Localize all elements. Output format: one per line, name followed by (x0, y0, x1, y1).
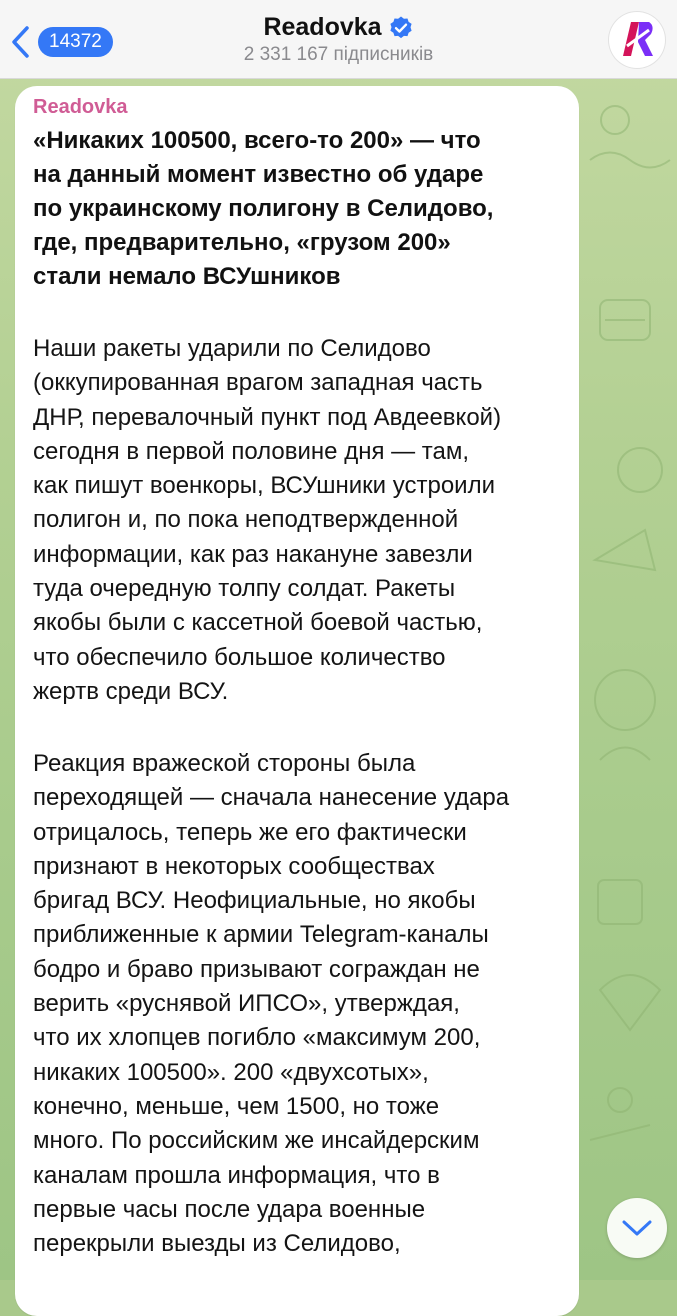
message-title: «Никаких 100500, всего-то 200» — что на данный момент известно об ударе по украинскому полигону в Селидово, где, предварительно, «грузом 200» стали немало ВСУшников (33, 127, 494, 290)
subscriber-count: 2 331 167 підписників (243, 44, 434, 65)
channel-name: Readovka (263, 13, 382, 41)
unread-count-badge: 14372 (38, 27, 113, 57)
message-bubble[interactable] (15, 86, 579, 1316)
chat-header (0, 0, 677, 79)
verified-badge-icon (388, 15, 414, 41)
chevron-down-icon (620, 1217, 654, 1239)
avatar[interactable] (609, 12, 665, 68)
message-paragraph: Наши ракеты ударили по Селидово (оккупированная врагом западная часть ДНР, перевалочный пункт под Авдеевкой) сегодня в первой половине дня — там, как пишут военкоры, ВСУшники устроили полигон и, по пока неподтвержденной информации, как раз накануне завезли туда очередную толпу солдат. Ракеты якобы были с кассетной боевой частью, что обеспечило большое количество жертв среди ВСУ. (33, 335, 502, 705)
message-sender: Readovka (33, 96, 128, 118)
channel-title-block[interactable] (0, 13, 677, 66)
message-paragraph: Реакция вражеской стороны была переходящей — сначала нанесение удара отрицалось, теперь же его фактически признают в некоторых сообществах бригад ВСУ. Неофициальные, но якобы приближенные к армии Telegram-каналы бодро и браво призывают сограждан не верить «руснявой ИПСО», утверждая, что их хлопцев погибло «максимум 200, никаких 100500». 200 «двухсотых», конечно, меньше, чем 1500, но тоже много. По российским же инсайдерским каналам прошла информация, что в первые часы после удара военные перекрыли выезды из Селидово, (33, 750, 510, 1258)
scroll-to-bottom-button[interactable] (607, 1198, 667, 1258)
readovka-logo (609, 12, 665, 68)
